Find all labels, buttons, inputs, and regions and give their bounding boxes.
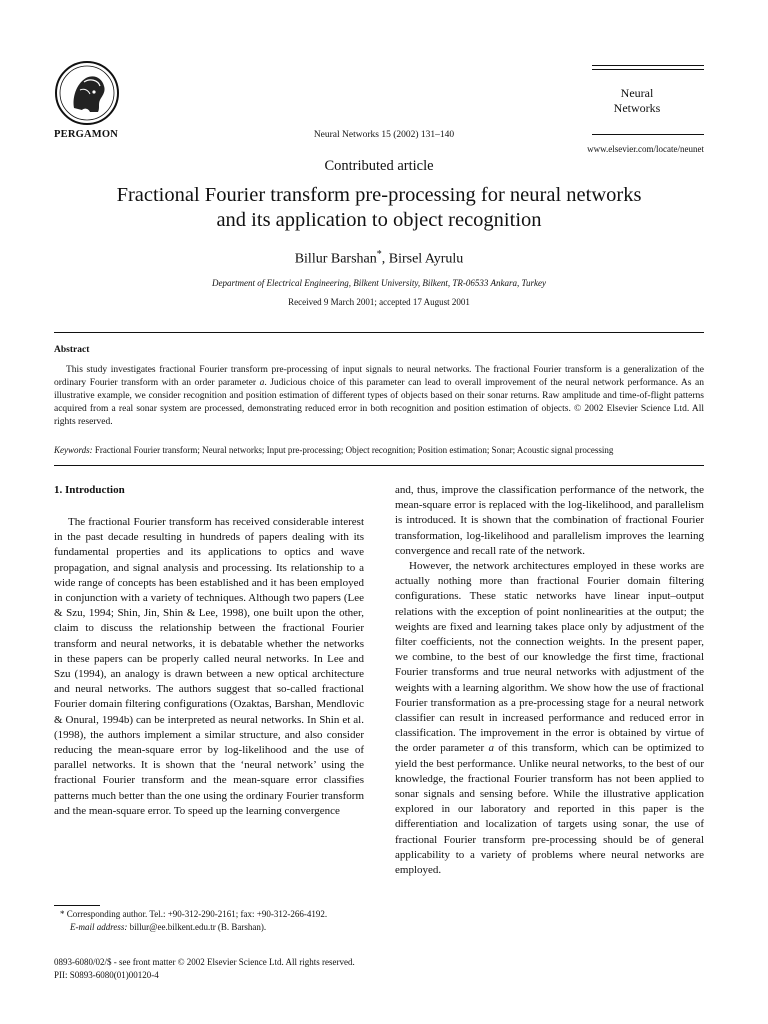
section-divider — [54, 332, 704, 333]
keywords-label: Keywords: — [54, 445, 93, 455]
journal-url-link[interactable]: www.elsevier.com/locate/neunet — [587, 144, 704, 154]
email-line — [54, 921, 364, 934]
title-line1: Fractional Fourier transform pre-processing for neural networks — [116, 184, 642, 206]
author-name: Billur Barshan — [294, 251, 377, 267]
right-column — [395, 483, 704, 878]
author-list — [0, 249, 758, 268]
header-rule — [592, 134, 704, 135]
keywords-list: Fractional Fourier transform; Neural networks; Input pre-processing; Object recognition; Position estimation; Sonar; Acoustic signal processing — [92, 445, 614, 455]
order-parameter-symbol: a — [488, 742, 494, 755]
body-text-part: However, the network architectures employed in these works are actually nothing more than fractional Fourier domain filtering configurations. These static networks have linear input–output relations with the exception of point nonlinearities at the output; the weights are fixed and learning takes place only by adjustment of the filter coefficients, not the connection weights. In the present paper, we combine, to the best of our knowledge the first time, fractional Fourier transforms and true neural networks with adjustment of the weights with a learning algorithm. We show how the use of fractional Fourier transformation as a pre-processing stage for a neural network classifier can result in increased performance and reduced error in classification. The improvement in the error is obtained by virtue of the order parameter — [395, 560, 704, 755]
journal-citation: Neural Networks 15 (2002) 131–140 — [313, 130, 455, 140]
body-text-part: of this transform, which can be optimized to yield the best performance. Unlike neural networks, to the best of our knowledge, the fractional Fourier transform has not been applied to sonar signals and sensing before. While the illustrative application explored in our laboratory and reported in this paper is the differentiation and localization of targets using sonar, the use of fractional Fourier transform pre-processing should be of general applicability to a variety of problems where neural networks are employed. — [395, 742, 704, 877]
publisher-name: PERGAMON — [54, 129, 119, 140]
email-label: E-mail address: — [70, 922, 128, 932]
publisher-logo-icon — [54, 60, 120, 126]
article-title — [60, 183, 698, 233]
footnote — [54, 908, 364, 934]
keywords — [54, 444, 704, 456]
corresponding-author-note: * Corresponding author. Tel.: +90-312-290-2161; fax: +90-312-266-4192. — [60, 909, 328, 919]
abstract-text-part: This study investigates fractional Fourier transform pre-processing of input signals to neural networks. The fractional Fourier transform is a generalization of the ordinary Fourier transform with an order parameter — [54, 365, 704, 388]
abstract-text — [54, 364, 704, 429]
article-type: Contributed article — [324, 158, 434, 174]
header-rule — [592, 69, 704, 70]
email-address[interactable]: billur@ee.bilkent.edu.tr (B. Barshan). — [127, 922, 267, 932]
order-parameter-symbol: a — [259, 378, 265, 388]
abstract-text-part: . Judicious choice of this parameter can lead to overall improvement of the neural network performance. As an illustrative example, we consider recognition and position estimation of different types of objects based on their sonar returns. Raw amplitude and time-of-flight patterns acquired from a real sonar system are processed, demonstrating reduced error in both recognition and position estimation of objects. © 2002 Elsevier Science Ltd. All rights reserved. — [54, 378, 704, 427]
affiliation: Department of Electrical Engineering, Bilkent University, Bilkent, TR-06533 Ankara, Turkey — [211, 278, 546, 288]
footnote-rule — [54, 905, 100, 906]
body-paragraph: The fractional Fourier transform has received considerable interest in the past decade resulting in hundreds of papers dealing with its fundamental properties and its applications to optics and wave propagation, and signal analysis and processing. Its relationship to a wide range of concepts has been established and it has been employed in conjunction with a variety of techniques. Although two papers (Lee & Szu, 1994; Shin, Jin, Shin & Lee, 1998), one built upon the other, claim to discuss the relationship between the fractional Fourier transform and neural networks, it is debatable whether the networks in these papers can be properly called neural networks. In Lee and Szu (1994), an analogy is drawn between a new optical architecture and neural networks. The authors suggest that so-called fractional Fourier domain filtering configurations (Ozaktas, Barshan, Mendlovic & Onural, 1994b) can be interpreted as neural networks. In Shin et al. (1998), the authors implement a similar structure, and also consider reducing the mean-square error by log-likelihood and the use of parallel networks. It is shown that the ‘neural network’ using the fractional Fourier transform and the mean-square error classifies patterns much better than the one using the ordinary Fourier transform and the mean-square error. To speed up the learning convergence — [54, 516, 364, 817]
author-name: Birsel Ayrulu — [388, 251, 464, 267]
title-line2: and its application to object recognition — [216, 209, 542, 231]
pii-line: PII: S0893-6080(01)00120-4 — [54, 970, 159, 980]
body-paragraph — [395, 559, 704, 878]
author-separator: , — [381, 251, 389, 267]
journal-name — [602, 86, 672, 116]
section-heading: 1. Introduction — [54, 484, 125, 496]
received-dates: Received 9 March 2001; accepted 17 August 2001 — [288, 297, 470, 307]
journal-name-line2: Networks — [613, 101, 661, 115]
header-rule — [592, 65, 704, 66]
abstract-heading: Abstract — [54, 345, 90, 355]
journal-name-line1: Neural — [620, 86, 654, 100]
left-column — [54, 515, 364, 819]
front-matter-line: 0893-6080/02/$ - see front matter © 2002 Elsevier Science Ltd. All rights reserved. — [54, 957, 355, 967]
body-paragraph: and, thus, improve the classification performance of the network, the mean-square error is replaced with the log-likelihood, and parallelism is introduced. It is shown that the combination of fractional Fourier transformation, log-likelihood and parallelism improves the learning convergence and recall rate of the network. — [395, 484, 704, 557]
corresponding-author-mark[interactable]: * — [376, 249, 382, 260]
section-divider — [54, 465, 704, 466]
copyright-block — [54, 956, 355, 982]
